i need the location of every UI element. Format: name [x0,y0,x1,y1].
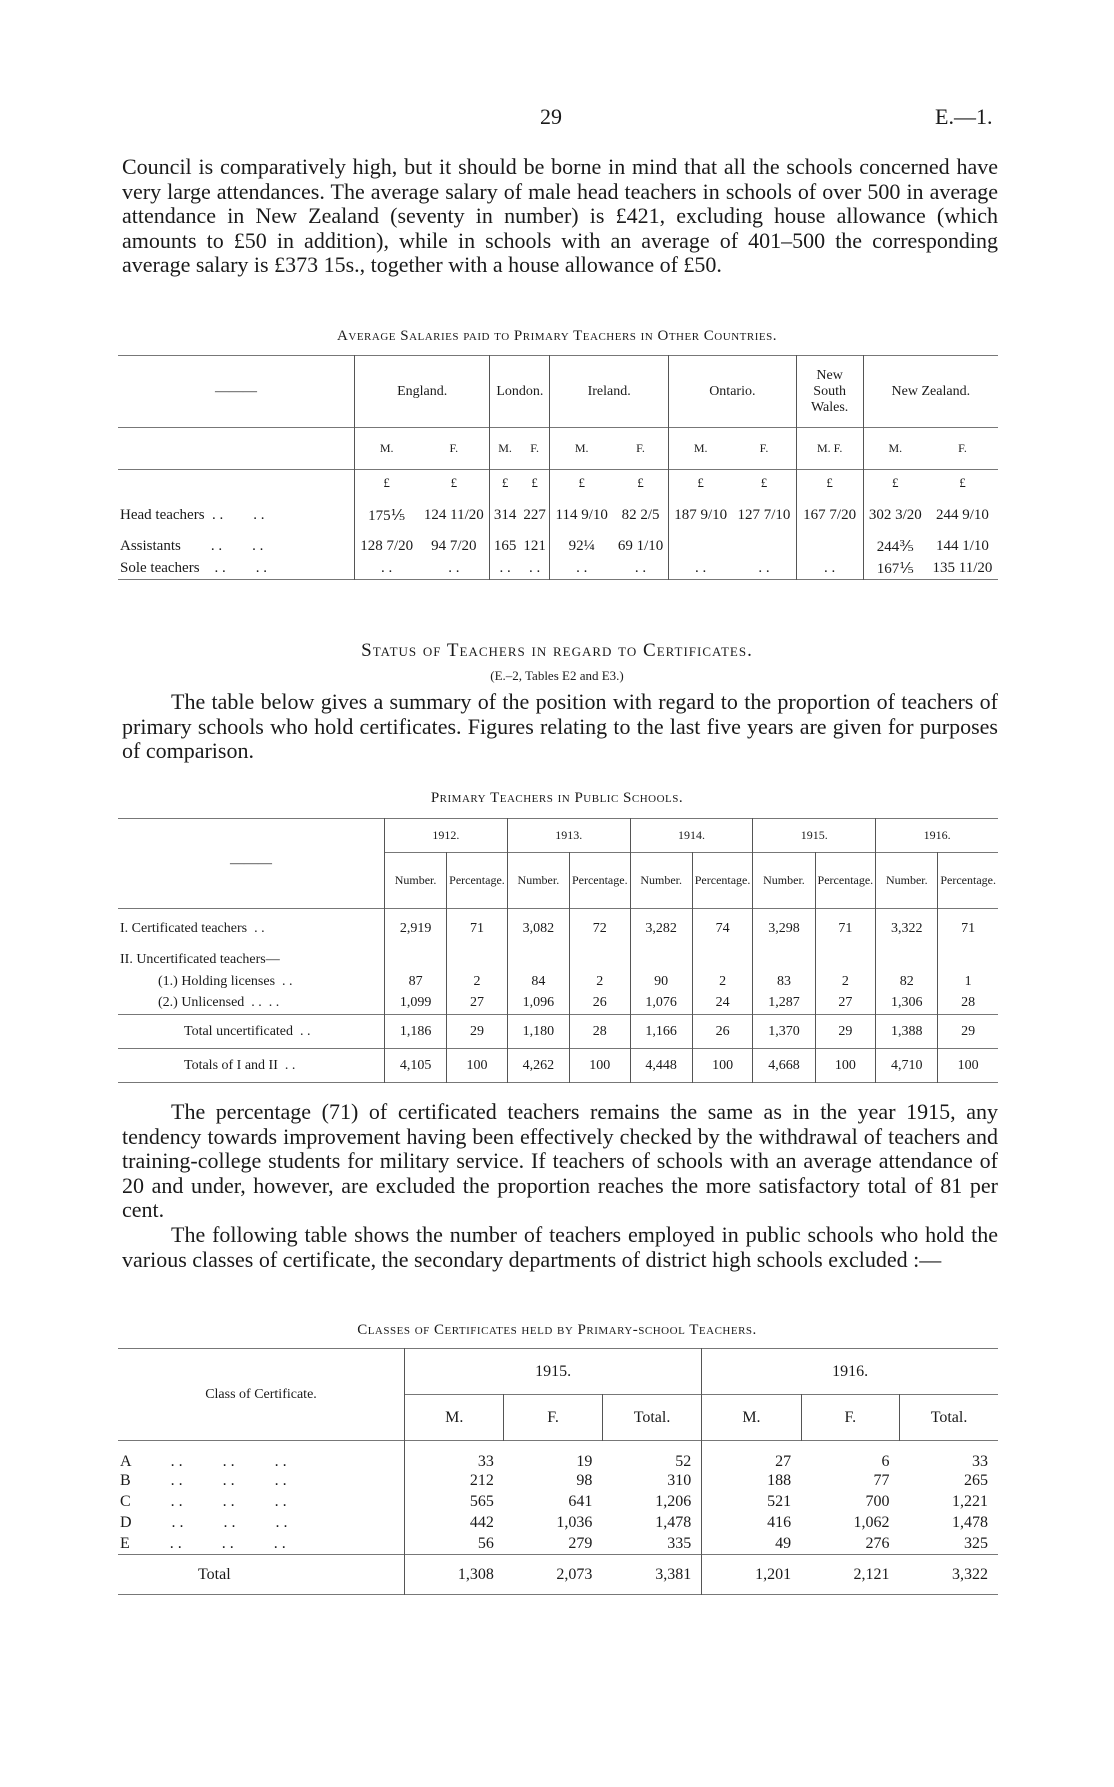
public-row-label: (2.) Unlicensed . . . . [118,993,385,1015]
salaries-table-body [118,496,998,580]
public-row-label: I. Certificated teachers . . [118,909,385,949]
public-value: 28 [569,1015,630,1049]
salaries-sex-label: M. [498,441,512,455]
public-value: 27 [447,993,508,1015]
salaries-value: 227 [520,496,550,536]
salaries-value: 124 11/20 [418,496,490,536]
classes-value: 6 [881,1452,890,1470]
classes-col-label: Total. [602,1395,701,1441]
salaries-value: . . [796,558,863,580]
public-value [630,949,692,971]
public-value [692,949,753,971]
salaries-currency-symbol: £ [697,474,704,490]
salaries-value: 167 7/20 [796,496,863,536]
salaries-value: 69 1/10 [613,536,668,558]
classes-value: 33 [477,1452,494,1470]
public-value: 1,186 [385,1015,447,1049]
public-value: 1,306 [876,993,938,1015]
public-row-label: (1.) Holding licenses . . [118,971,385,993]
salaries-row [118,536,998,558]
public-year-header: 1912. [385,819,508,853]
public-percentage-label: Percentage. [569,853,630,909]
classes-row-label: B . . . . . . [118,1471,405,1492]
classes-row-label: E . . . . . . [118,1534,405,1555]
intro-paragraph: Council is comparatively high, but it should be borne in mind that all the schools concerned have very large attendances. The average salary of male head teachers in schools of over 500 in average attendance in New Zealand (seventy in number) is £421, excluding house allowance (which amounts to £50 in addition), while in schools with an average of 401–500 the corresponding average salary is £373 15s., together with a house allowance of £50. [122,154,998,277]
public-value: 90 [630,971,692,993]
classes-value: 1,206 [602,1492,701,1513]
public-value: 71 [815,909,876,949]
salaries-value: . . [695,559,707,576]
classes-row-label: A . . . . . . [118,1441,405,1471]
salaries-table-caption: Average Salaries paid to Primary Teachers in Other Countries. [337,328,777,344]
public-value: 1,076 [630,993,692,1015]
classes-year-header: 1915. [405,1349,702,1395]
public-year-header: 1913. [507,819,630,853]
salaries-col-england: England. [355,356,490,428]
salaries-value: 167⅕ [876,560,914,577]
salaries-col-london: London. [490,356,550,428]
public-percentage-label: Percentage. [940,873,996,887]
classes-table-caption: Classes of Certificates held by Primary-school Teachers. [357,1322,757,1338]
classes-value: 212 [469,1472,494,1489]
public-value: 27 [815,993,876,1015]
salaries-currency-symbol: £ [520,470,550,496]
classes-col-label: M. [702,1395,801,1441]
public-value: 28 [961,995,976,1011]
public-value: 1,287 [753,993,815,1015]
classes-value: 19 [576,1452,593,1470]
salaries-value: 302 3/20 [868,507,922,523]
classes-value: 325 [964,1534,988,1552]
salaries-value: 244 9/10 [936,507,989,523]
salaries-currency-symbol: £ [613,470,668,496]
public-value: 1,180 [507,1015,569,1049]
public-value: 1 [964,973,972,989]
public-year-header: 1915. [753,819,876,853]
classes-value: 641 [568,1493,593,1510]
salaries-currency-row [118,470,998,496]
public-value: 2 [447,971,508,993]
classes-table [118,1348,998,1595]
classes-row [118,1534,998,1555]
classes-total-value: 3,322 [952,1565,988,1583]
salaries-sex-row [118,428,998,470]
classes-row-label: D . . . . . . [118,1513,405,1534]
classes-total-value: 1,308 [457,1565,494,1583]
public-value: 83 [753,971,815,993]
public-value: 24 [692,993,753,1015]
salaries-value: 127 7/10 [732,496,796,536]
salaries-value [796,536,863,558]
classes-value: 276 [865,1534,890,1552]
salaries-value: 314 [493,507,517,523]
public-value: 3,282 [630,909,692,949]
public-number-label: Number. [876,853,938,909]
salaries-value: 144 1/10 [936,538,989,554]
public-value: 26 [569,993,630,1015]
salaries-col-ireland: Ireland. [550,356,669,428]
salaries-value: 82 2/5 [613,496,668,536]
classes-value: 279 [568,1534,593,1552]
classes-row [118,1471,998,1492]
classes-value: 1,221 [952,1493,988,1510]
public-value: 1,099 [385,993,447,1015]
public-value: 74 [692,909,753,949]
public-value: 2 [815,971,876,993]
public-value [507,949,569,971]
classes-value: 56 [477,1534,494,1552]
salaries-value: 135 11/20 [932,559,993,576]
public-value: 87 [385,971,447,993]
status-paragraph: The table below gives a summary of the position with regard to the proportion of teachers of primary schools who hold certificates. Figures relating to the last five years are given for purposes of comparison. [122,689,998,763]
public-row-label: Total uncertificated . . [118,1015,385,1049]
salaries-currency-symbol: £ [892,474,899,490]
salaries-value: 94 7/20 [418,536,490,558]
salaries-col-ontario: Ontario. [669,356,797,428]
salaries-value [669,536,733,558]
classes-value: 700 [865,1493,890,1510]
salaries-value: . . [576,559,588,576]
public-value: 1,096 [507,993,569,1015]
salaries-sex-label: M. [379,441,394,455]
public-value: 82 [876,971,938,993]
classes-total-value: 2,121 [853,1565,890,1583]
salaries-value [732,536,796,558]
public-value: 29 [447,1015,508,1049]
public-value: 3,322 [876,909,938,949]
salaries-sex-label: F. [418,428,490,470]
public-value [938,949,998,971]
public-value: 100 [815,1049,876,1083]
salaries-currency-symbol: £ [732,470,796,496]
salaries-value: 92¼ [568,538,595,554]
classes-total-value: 3,381 [602,1555,701,1595]
salaries-currency-symbol: £ [383,474,390,490]
salaries-table [118,355,998,580]
public-value: 100 [569,1049,630,1083]
salaries-sex-label: F. [958,441,967,455]
public-row [118,1049,998,1083]
salaries-sex-label: F. [520,428,550,470]
public-value: 2,919 [385,909,447,949]
classes-value: 27 [775,1452,792,1470]
salaries-value: 175⅕ [368,508,406,524]
salaries-value: . . [499,559,511,576]
public-value: 3,082 [507,909,569,949]
public-row-label: II. Uncertificated teachers— [118,949,385,971]
salaries-row-label: Head teachers . . . . [118,496,355,536]
public-value: 29 [961,1023,976,1039]
salaries-row [118,558,998,580]
classes-value: 1,036 [556,1514,593,1531]
salaries-sex-label: M. [693,441,708,455]
salaries-currency-symbol: £ [578,474,585,490]
salaries-row [118,496,998,536]
salaries-value: . . [732,558,796,580]
salaries-value: . . [613,558,668,580]
public-value: 72 [569,909,630,949]
salaries-sex-label: M. F. [796,428,863,470]
page-number: 29 [540,104,562,129]
classes-value: 188 [767,1472,792,1489]
public-value: 2 [692,971,753,993]
public-schools-table [118,818,998,1083]
classes-row-header: Class of Certificate. [118,1349,405,1441]
salaries-currency-symbol: £ [418,470,490,496]
public-row [118,971,998,993]
classes-total-value: 1,201 [755,1565,792,1583]
salaries-col-new-zealand: New Zealand. [891,383,971,399]
classes-value: 33 [972,1452,988,1470]
classes-col-label: F. [504,1395,602,1441]
public-value: 1,166 [630,1015,692,1049]
classes-value: 1,062 [853,1514,890,1531]
classes-year-row [118,1349,998,1395]
salaries-value: 244⅗ [876,539,914,555]
public-row [118,1015,998,1049]
classes-value: 52 [602,1441,701,1471]
salaries-value: . . [418,558,490,580]
classes-row [118,1492,998,1513]
classes-value: 1,478 [952,1514,988,1531]
public-value: 4,105 [385,1049,447,1083]
salaries-value: . . [381,559,393,576]
public-percentage-label: Percentage. [815,853,876,909]
classes-row [118,1441,998,1471]
public-percentage-label: Percentage. [447,853,508,909]
public-value: 2 [569,971,630,993]
public-value [569,949,630,971]
classes-table-body [118,1441,998,1595]
public-value: 84 [507,971,569,993]
public-value: 100 [692,1049,753,1083]
classes-value: 49 [775,1534,792,1552]
public-value: 1,388 [876,1015,938,1049]
salaries-currency-symbol: £ [501,474,509,490]
percentage-paragraph: The percentage (71) of certificated teachers remains the same as in the year 1915, any tendency towards improvement having been effectively checked by the withdrawal of teachers and training-college students for military service. If teachers of schools with an average attendance of 20 and under, however, are excluded the proportion reaches the more satisfactory total of 81 per cent. [122,1099,998,1222]
public-number-label: Number. [630,853,692,909]
public-number-label: Number. [385,853,447,909]
public-value: 100 [957,1057,979,1073]
public-year-header: 1916. [923,828,951,842]
classes-value: 335 [602,1534,701,1555]
public-value: 71 [961,920,976,936]
public-table-caption: Primary Teachers in Public Schools. [430,790,684,806]
salaries-currency-symbol: £ [796,470,863,496]
salaries-value: 187 9/10 [674,507,728,523]
public-row [118,909,998,949]
public-percentage-label: Percentage. [692,853,753,909]
public-corner-cell: ——— [118,819,385,909]
status-heading: Status of Teachers in regard to Certificates. [361,640,753,661]
salaries-value: . . [520,558,550,580]
classes-total-value: 2,073 [556,1565,593,1583]
classes-col-label: F. [801,1395,899,1441]
salaries-value: 165 [493,538,517,554]
public-value [385,949,447,971]
classes-value: 565 [469,1493,494,1510]
classes-value: 521 [767,1493,792,1510]
public-year-row [118,819,998,853]
classes-value: 442 [469,1514,494,1531]
public-table-body [118,909,998,1083]
salaries-sex-label: M. [574,441,589,455]
classes-value: 310 [602,1471,701,1492]
classes-value: 77 [873,1472,890,1489]
public-value [815,949,876,971]
classes-col-label: M. [405,1395,504,1441]
public-value: 29 [815,1015,876,1049]
classes-total-row [118,1555,998,1595]
public-value: 71 [447,909,508,949]
salaries-value: 121 [520,536,550,558]
salaries-row-label: Assistants . . . . [118,536,355,558]
public-row [118,993,998,1015]
page-header [0,104,1114,134]
public-value: 26 [692,1015,753,1049]
classes-value: 416 [767,1514,792,1531]
salaries-value: 114 9/10 [555,507,608,523]
classes-col-label: Total. [930,1408,968,1426]
following-paragraph: The following table shows the number of teachers employed in public schools who hold the various classes of certificate, the secondary departments of district high schools excluded :— [122,1222,998,1272]
public-value [876,949,938,971]
public-year-header: 1914. [630,819,753,853]
classes-value: 98 [576,1472,593,1489]
salaries-row-label: Sole teachers . . . . [118,558,355,580]
public-value: 4,668 [753,1049,815,1083]
classes-row [118,1513,998,1534]
public-value: 4,448 [630,1049,692,1083]
classes-value: 1,478 [602,1513,701,1534]
public-value [753,949,815,971]
salaries-corner-cell: ——— [118,356,355,428]
public-value: 3,298 [753,909,815,949]
public-value: 1,370 [753,1015,815,1049]
salaries-value: 128 7/20 [360,538,414,554]
salaries-sex-label: F. [732,428,796,470]
public-row [118,949,998,971]
salaries-sex-label: M. [888,441,903,455]
status-subheading: (E.–2, Tables E2 and E3.) [490,668,624,683]
classes-value: 265 [964,1472,988,1489]
public-number-label: Number. [507,853,569,909]
public-number-label: Number. [753,853,815,909]
public-value [447,949,508,971]
public-value: 4,710 [876,1049,938,1083]
classes-row-label: C . . . . . . [118,1492,405,1513]
salaries-col-nsw: New South Wales. [796,356,863,428]
public-value: 4,262 [507,1049,569,1083]
salaries-currency-symbol: £ [959,474,966,490]
public-row-label: Totals of I and II . . [118,1049,385,1083]
document-reference: E.—1. [935,104,993,129]
salaries-sex-label: F. [613,428,668,470]
classes-year-header: 1916. [832,1362,869,1380]
classes-total-label: Total [118,1555,405,1595]
public-value: 100 [447,1049,508,1083]
